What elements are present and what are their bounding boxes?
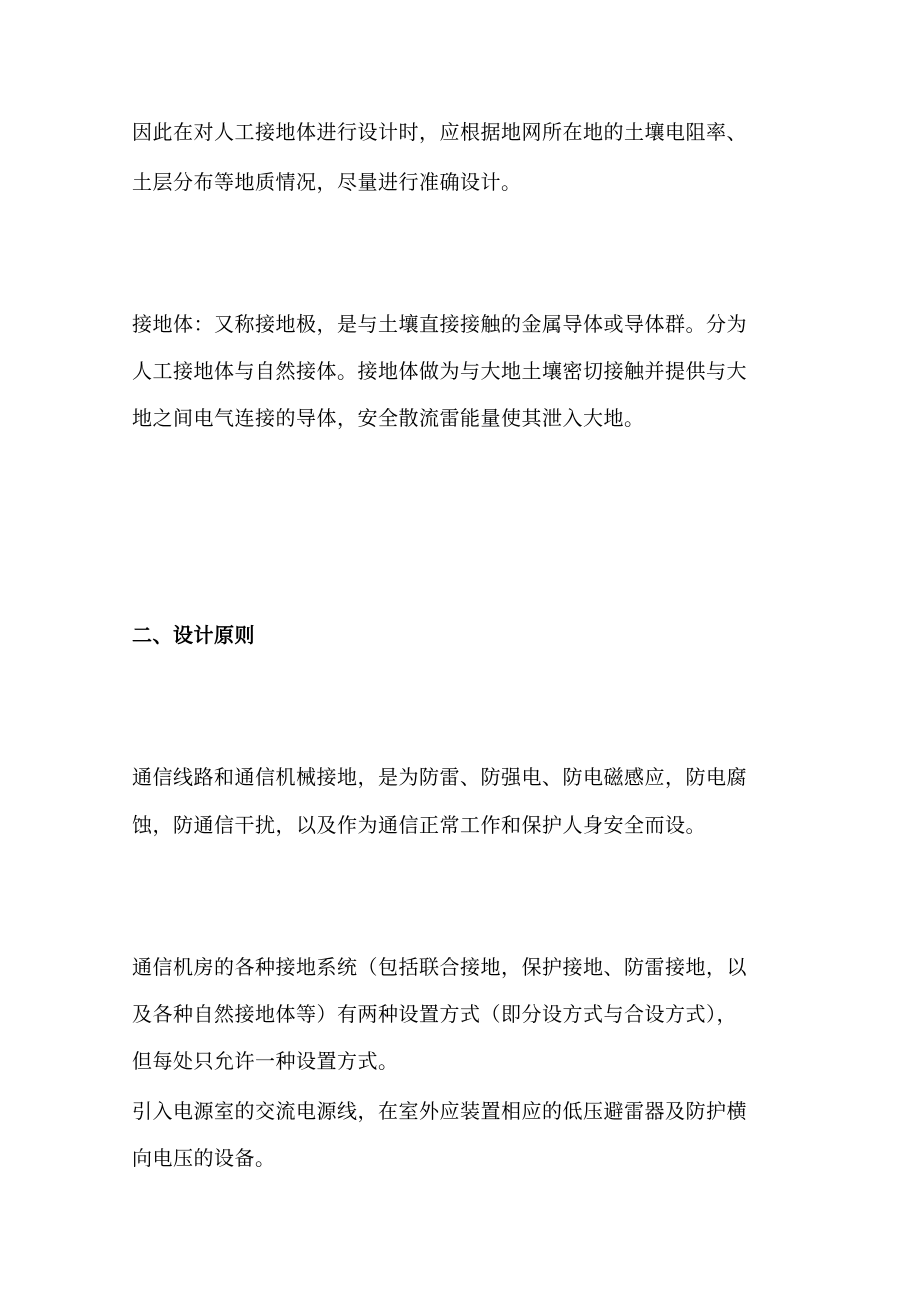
section-heading: 二、设计原则 [132, 623, 255, 647]
paragraph-1-line-1: 因此在对人工接地体进行设计时，应根据地网所在地的土壤电阻率、 [132, 120, 747, 144]
paragraph-4-line-3: 但每处只允许一种设置方式。 [132, 1049, 399, 1073]
paragraph-5-line-2: 向电压的设备。 [132, 1146, 276, 1170]
paragraph-4-line-1: 通信机房的各种接地系统（包括联合接地，保护接地、防雷接地，以 [132, 955, 747, 979]
paragraph-2-line-3: 地之间电气连接的导体，安全散流雷能量使其泄入大地。 [132, 406, 645, 430]
paragraph-4-line-2: 及各种自然接地体等）有两种设置方式（即分设方式与合设方式）， [132, 1002, 737, 1026]
paragraph-3-line-2: 蚀，防通信干扰，以及作为通信正常工作和保护人身安全而设。 [132, 813, 706, 837]
paragraph-1-line-2: 土层分布等地质情况，尽量进行准确设计。 [132, 170, 522, 194]
paragraph-2-line-1: 接地体：又称接地极，是与土壤直接接触的金属导体或导体群。分为 [132, 312, 747, 336]
paragraph-3-line-1: 通信线路和通信机械接地，是为防雷、防强电、防电磁感应，防电腐 [132, 765, 747, 789]
paragraph-5-line-1: 引入电源室的交流电源线，在室外应装置相应的低压避雷器及防护横 [132, 1099, 747, 1123]
paragraph-2-line-2: 人工接地体与自然接体。接地体做为与大地土壤密切接触并提供与大 [132, 359, 747, 383]
